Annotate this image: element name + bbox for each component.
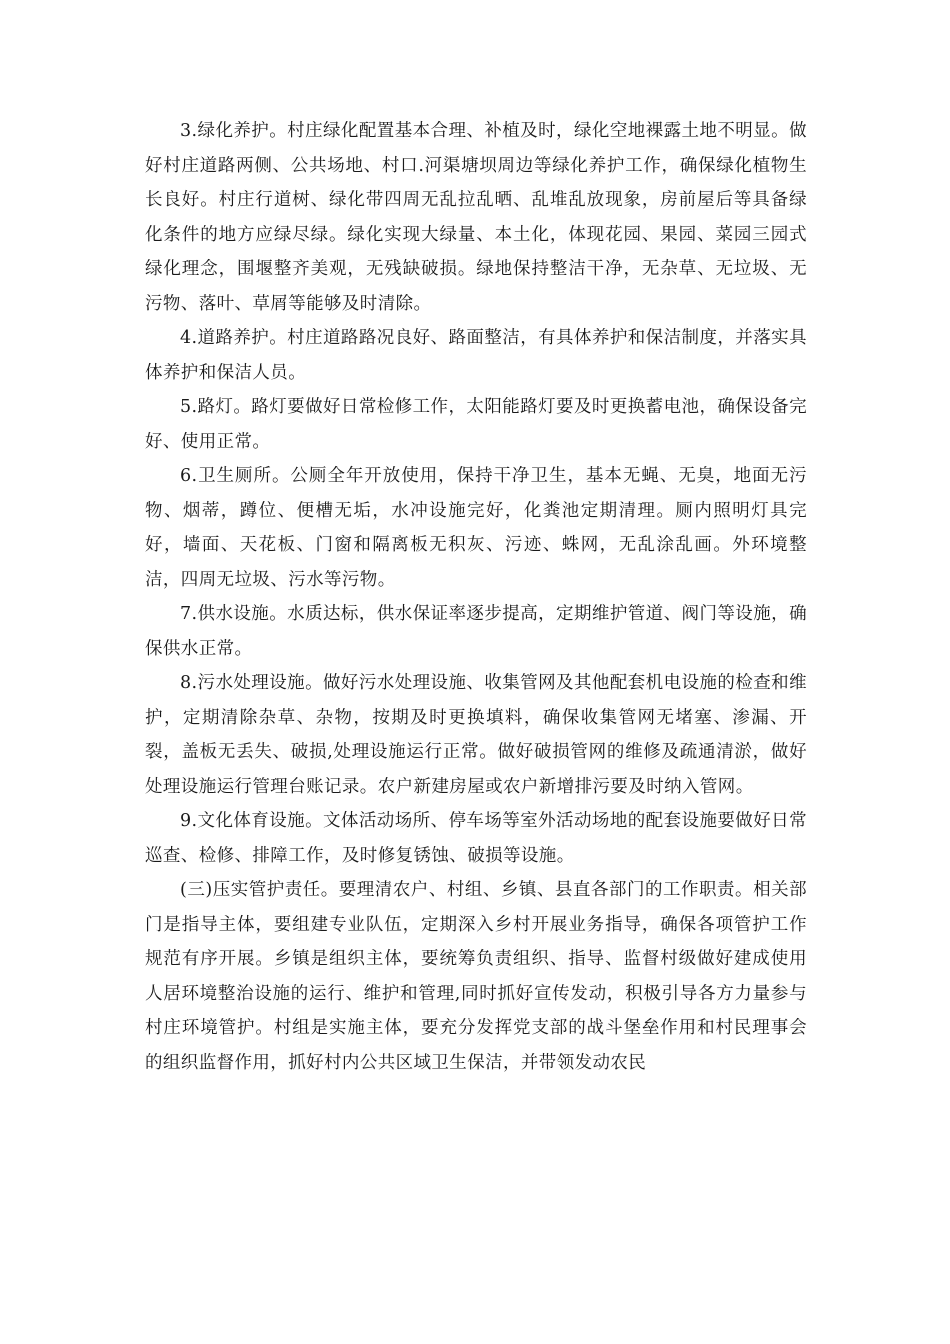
paragraph-culture-sports-facilities: 9.文化体育设施。文体活动场所、停车场等室外活动场地的配套设施要做好日常巡查、检修、排障工作，及时修复锈蚀、破损等设施。 (145, 811, 807, 866)
paragraph-sanitary-toilets: 6.卫生厕所。公厕全年开放使用，保持干净卫生，基本无蝇、无臭，地面无污物、烟蒂，蹲位、便槽无垢，水冲设施完好，化粪池定期清理。厕内照明灯具完好，墙面、天花板、门窗和隔离板无积灰、污迹、蛛网，无乱涂乱画。外环境整洁，四周无垃圾、污水等污物。 (145, 466, 807, 590)
document-body (145, 114, 807, 1080)
paragraph-street-lights: 5.路灯。路灯要做好日常检修工作，太阳能路灯要及时更换蓄电池，确保设备完好、使用正常。 (145, 397, 807, 452)
paragraph-water-supply: 7.供水设施。水质达标，供水保证率逐步提高，定期维护管道、阀门等设施，确保供水正常。 (145, 604, 807, 659)
paragraph-greening-maintenance: 3.绿化养护。村庄绿化配置基本合理、补植及时，绿化空地裸露土地不明显。做好村庄道路两侧、公共场地、村口.河渠塘坝周边等绿化养护工作，确保绿化植物生长良好。村庄行道树、绿化带四周无乱拉乱晒、乱堆乱放现象，房前屋后等具备绿化条件的地方应绿尽绿。绿化实现大绿量、本土化，体现花园、果园、菜园三园式绿化理念，围堰整齐美观，无残缺破损。绿地保持整洁干净，无杂草、无垃圾、无污物、落叶、草屑等能够及时清除。 (145, 121, 807, 314)
paragraph-road-maintenance: 4.道路养护。村庄道路路况良好、路面整洁，有具体养护和保洁制度，并落实具体养护和保洁人员。 (145, 328, 807, 383)
paragraph-sewage-treatment: 8.污水处理设施。做好污水处理设施、收集管网及其他配套机电设施的检查和维护，定期清除杂草、杂物，按期及时更换填料，确保收集管网无堵塞、渗漏、开裂，盖板无丢失、破损,处理设施运行正常。做好破损管网的维修及疏通清淤，做好处理设施运行管理台账记录。农户新建房屋或农户新增排污要及时纳入管网。 (145, 673, 807, 797)
paragraph-management-responsibility: (三)压实管护责任。要理清农户、村组、乡镇、县直各部门的工作职责。相关部门是指导主体，要组建专业队伍，定期深入乡村开展业务指导，确保各项管护工作规范有序开展。乡镇是组织主体，要统筹负责组织、指导、监督村级做好建成使用人居环境整治设施的运行、维护和管理,同时抓好宣传发动，积极引导各方力量参与村庄环境管护。村组是实施主体，要充分发挥党支部的战斗堡垒作用和村民理事会的组织监督作用，抓好村内公共区域卫生保洁，并带领发动农民 (145, 880, 807, 1073)
